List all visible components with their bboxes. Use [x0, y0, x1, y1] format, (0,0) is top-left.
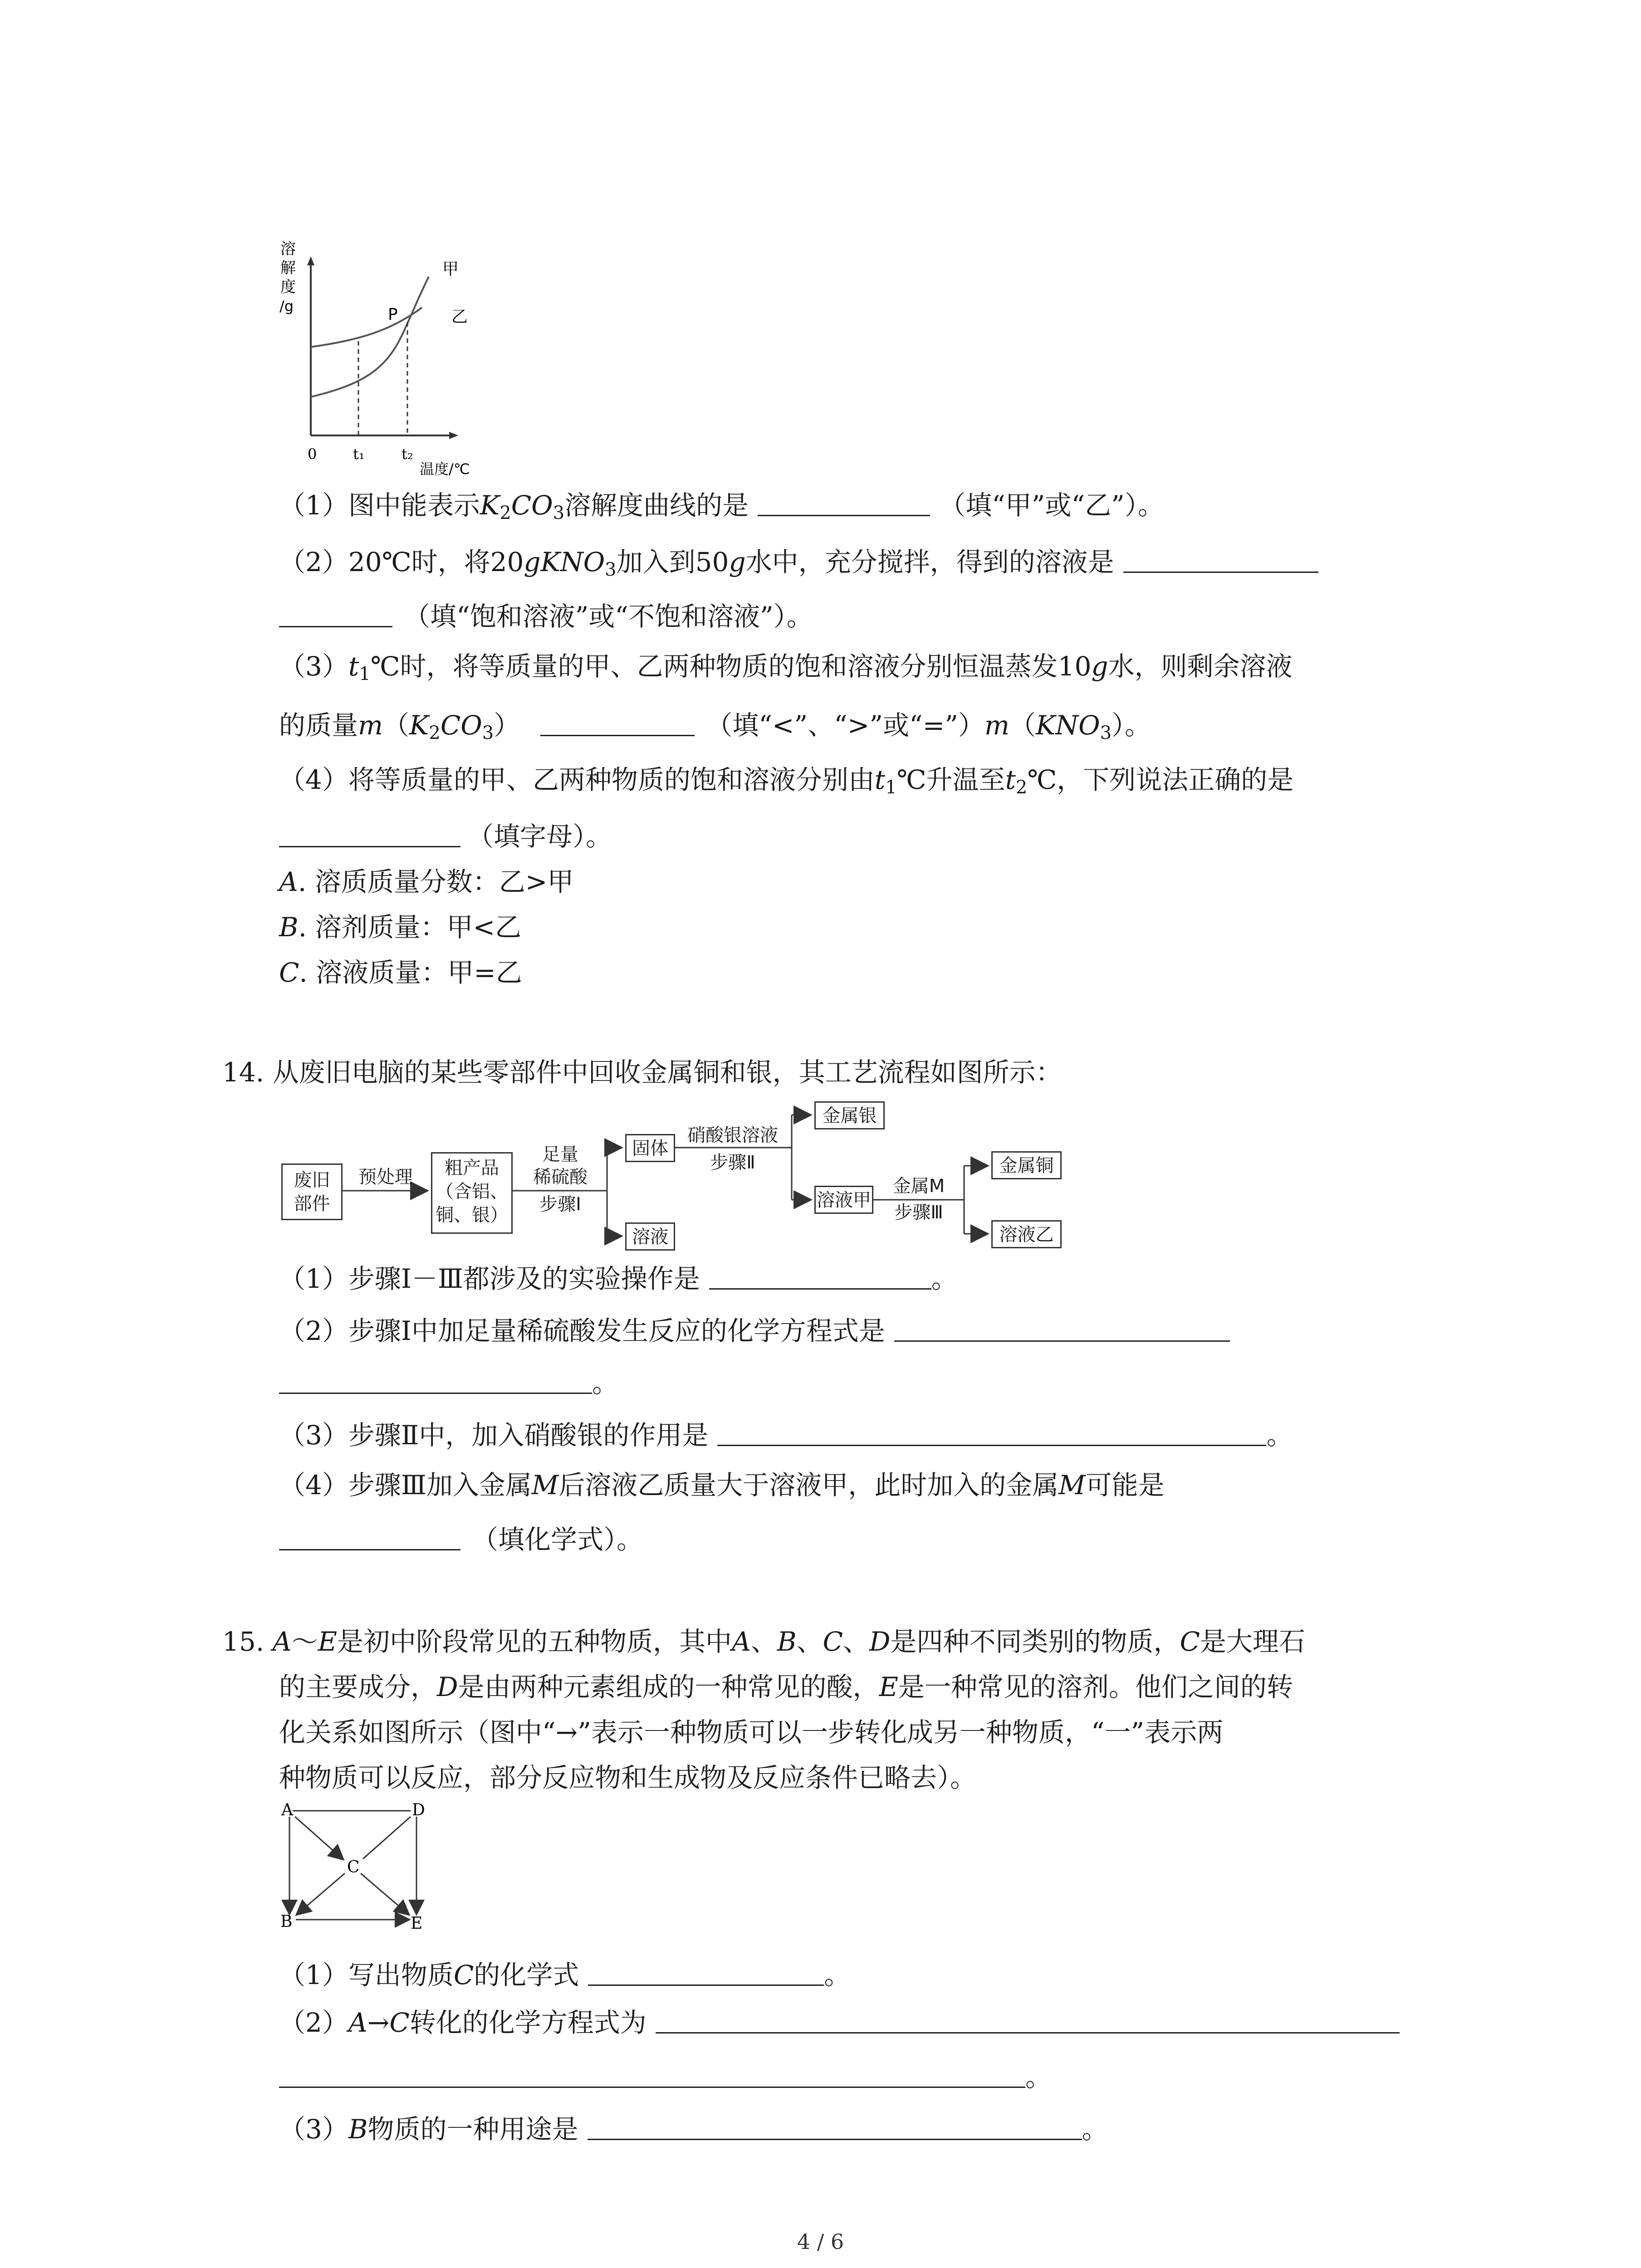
q15-part1: （1）写出物质C的化学式 。 — [279, 1957, 850, 1993]
label-t2: t₂ — [402, 445, 413, 463]
flow-metal-m-label: 金属M 步骤Ⅲ — [892, 1176, 945, 1223]
answer-blank-15-2b[interactable] — [279, 2060, 1025, 2088]
flow-agno3-label: 硝酸银溶液 步骤Ⅱ — [687, 1125, 778, 1173]
q13-part4-cont: （填字母）。 — [279, 819, 612, 854]
flow-pretreat-label: 预处理 — [358, 1167, 413, 1188]
q13-option-a: A. 溶质质量分数：乙>甲 — [279, 866, 574, 897]
q15-line2: 的主要成分，D是由两种元素组成的一种常见的酸，E是一种常见的溶剂。他们之间的转 — [279, 1672, 1293, 1702]
q13-option-b: B. 溶剂质量：甲<乙 — [279, 912, 522, 943]
answer-blank-13-2a[interactable] — [1123, 545, 1318, 573]
node-a: A — [281, 1801, 293, 1819]
answer-blank-14-4[interactable] — [279, 1523, 460, 1550]
label-t1: t₁ — [353, 445, 365, 463]
answer-blank-14-2a[interactable] — [894, 1314, 1230, 1342]
label-jia: 甲 — [442, 260, 459, 279]
flow-silver: 金属银 — [814, 1101, 885, 1129]
node-c: C — [347, 1858, 360, 1877]
x-axis-label: 温度/℃ — [420, 460, 470, 478]
q13-part1: （1）图中能表示$K_2CO_3$溶解度曲线的是 （填“甲”或“乙”）。 — [279, 488, 1164, 523]
q14-part4: （4）步骤Ⅲ加入金属M后溶液乙质量大于溶液甲，此时加入的金属M可能是 — [279, 1470, 1165, 1501]
q15-diagram — [272, 1801, 436, 1937]
answer-blank-14-2b[interactable] — [279, 1366, 592, 1394]
flow-solid: 固体 — [625, 1134, 675, 1162]
chart-x-arrow — [449, 432, 458, 439]
q15-line1: 15. A～E是初中阶段常见的五种物质，其中A、B、C、D是四种不同类别的物质，C是大理石 — [222, 1626, 1305, 1657]
page-number: 4 / 6 — [797, 2229, 844, 2254]
answer-blank-15-3[interactable] — [588, 2112, 1082, 2140]
y-label-1: 溶 — [280, 240, 296, 258]
chart-y-arrow — [307, 256, 314, 265]
answer-blank-13-2b[interactable] — [279, 600, 392, 627]
flow-crude-product: 粗产品 （含铝、 铜、银） — [431, 1152, 513, 1234]
solubility-chart — [272, 236, 526, 481]
answer-blank-14-3[interactable] — [717, 1418, 1266, 1446]
q14-part3: （3）步骤Ⅱ中，加入硝酸银的作用是 。 — [279, 1418, 1293, 1453]
q15-line3: 化关系如图所示（图中“→”表示一种物质可以一步转化成另一种物质，“一”表示两 — [279, 1717, 1224, 1748]
q14-flowchart — [281, 1098, 1080, 1252]
q15-line4: 种物质可以反应，部分反应物和生成物及反应条件已略去）。 — [279, 1762, 977, 1793]
q13-part3-cont: 的质量$m(K_2CO_3)$ （填“<”、“>”或“$=”)m(KNO_3)$。 — [279, 708, 1151, 743]
node-b: B — [280, 1912, 293, 1931]
q14-part4-cont: （填化学式）。 — [279, 1522, 643, 1557]
answer-blank-13-1[interactable] — [758, 489, 930, 516]
q15-part2-cont: 。 — [279, 2059, 1052, 2095]
curve-jia — [311, 277, 429, 397]
q13-part2: （2）20℃时，将20gKNO$_3$加入到50g水中，充分搅拌，得到的溶液是 — [279, 544, 1318, 580]
node-e: E — [411, 1914, 423, 1933]
flow-solution-jia: 溶液甲 — [814, 1186, 873, 1214]
answer-blank-13-3[interactable] — [540, 709, 695, 736]
y-label-2: 解 — [280, 259, 296, 277]
solubility-chart-svg — [272, 236, 526, 481]
flow-solution: 溶液 — [625, 1222, 675, 1251]
q15-part3: （3）B物质的一种用途是 。 — [279, 2112, 1108, 2147]
label-origin: 0 — [308, 445, 317, 463]
y-label-4: /g — [279, 298, 294, 315]
flow-acid-label: 足量 稀硫酸 步骤Ⅰ — [533, 1144, 588, 1215]
y-label-3: 度 — [280, 278, 296, 296]
node-d: D — [412, 1801, 425, 1819]
answer-blank-15-2a[interactable] — [656, 2006, 1400, 2033]
answer-blank-13-4[interactable] — [279, 820, 460, 847]
q13-part3: $(3)t_1℃$时，将等质量的甲、乙两种物质的饱和溶液分别恒温蒸发10g水，则剩余溶液 — [279, 651, 1293, 684]
answer-blank-15-1[interactable] — [588, 1958, 824, 1986]
answer-blank-14-1[interactable] — [709, 1262, 931, 1290]
q13-part2-cont: （填“饱和溶液”或“不饱和溶液”）。 — [279, 599, 813, 634]
q14-intro: 14. 从废旧电脑的某些零部件中回收金属铜和银，其工艺流程如图所示： — [222, 1057, 1062, 1088]
q14-part1: （1）步骤Ⅰ－Ⅲ都涉及的实验操作是 。 — [279, 1261, 958, 1296]
label-yi: 乙 — [451, 308, 468, 326]
q13-part4: （4）将等质量的甲、乙两种物质的饱和溶液分别由$t_1℃$升温至$t_2℃$，下列说法正确的是 — [279, 764, 1294, 798]
label-p: P — [388, 305, 398, 324]
flow-copper: 金属铜 — [991, 1151, 1062, 1179]
q15-part2: （2）A→C转化的化学方程式为 — [279, 2005, 1400, 2040]
flow-solution-yi: 溶液乙 — [991, 1220, 1062, 1248]
q15-diagram-svg — [272, 1801, 436, 1937]
flow-waste-parts: 废旧 部件 — [281, 1163, 343, 1220]
q14-part2: （2）步骤Ⅰ中加足量稀硫酸发生反应的化学方程式是 — [279, 1313, 1230, 1349]
q14-part2-cont: 。 — [279, 1365, 618, 1401]
q13-option-c: C. 溶液质量：甲=乙 — [279, 957, 522, 988]
